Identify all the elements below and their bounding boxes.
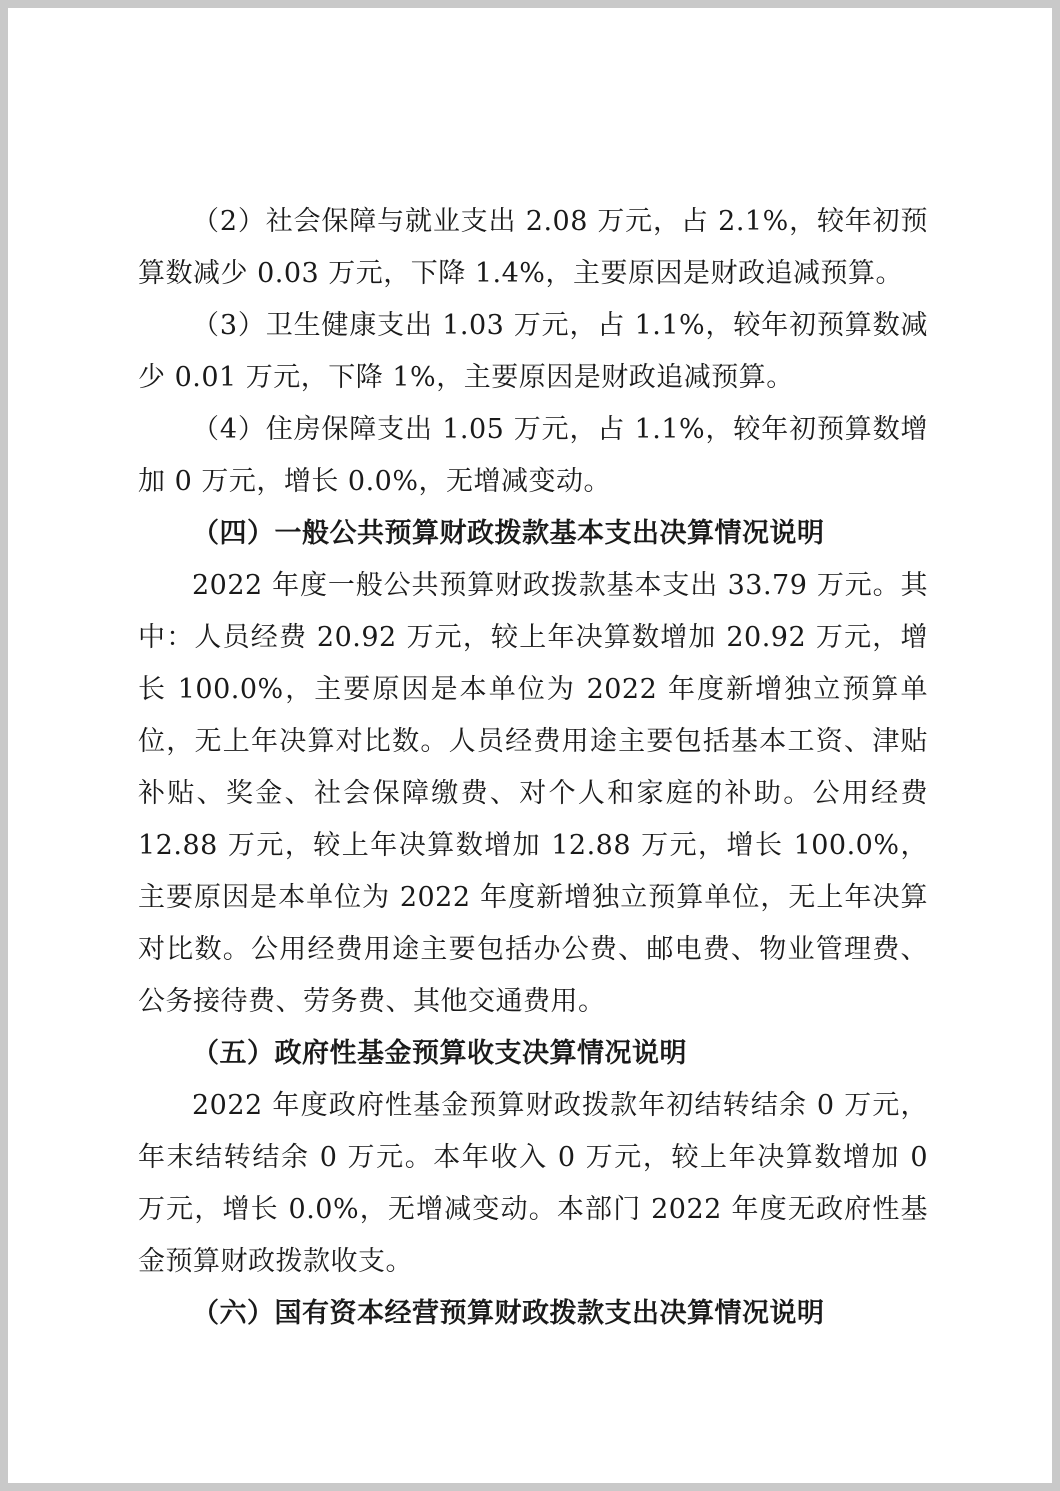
heading-government-fund: （五）政府性基金预算收支决算情况说明 <box>192 1038 687 1069</box>
document-body <box>138 196 928 1340</box>
paragraph-government-fund: 2022 年度政府性基金预算财政拨款年初结转结余 0 万元，年末结转结余 0 万元。本年收入 0 万元，较上年决算数增加 0 万元，增长 0.0%，无增减变动。本部门 2022 年度无政府性基金预算财政拨款收支。 <box>138 1090 928 1277</box>
document-page <box>8 8 1052 1483</box>
paragraph-basic-expenditure: 2022 年度一般公共预算财政拨款基本支出 33.79 万元。其中：人员经费 20.92 万元，较上年决算数增加 20.92 万元，增长 100.0%，主要原因是本单位为 2022 年度新增独立预算单位，无上年决算对比数。人员经费用途主要包括基本工资、津贴补贴、奖金、社会保障缴费、对个人和家庭的补助。公用经费 12.88 万元，较上年决算数增加 12.88 万元，增长 100.0%，主要原因是本单位为 2022 年度新增独立预算单位，无上年决算对比数。公用经费用途主要包括办公费、邮电费、物业管理费、公务接待费、劳务费、其他交通费用。 <box>138 570 928 1017</box>
paragraph-health: （3）卫生健康支出 1.03 万元，占 1.1%，较年初预算数减少 0.01 万元，下降 1%，主要原因是财政追减预算。 <box>138 310 928 393</box>
heading-basic-expenditure: （四）一般公共预算财政拨款基本支出决算情况说明 <box>192 518 825 549</box>
paragraph-housing: （4）住房保障支出 1.05 万元，占 1.1%，较年初预算数增加 0 万元，增长 0.0%，无增减变动。 <box>138 414 928 497</box>
heading-state-capital: （六）国有资本经营预算财政拨款支出决算情况说明 <box>192 1298 825 1329</box>
paragraph-social-security: （2）社会保障与就业支出 2.08 万元，占 2.1%，较年初预算数减少 0.03 万元，下降 1.4%，主要原因是财政追减预算。 <box>138 206 928 289</box>
